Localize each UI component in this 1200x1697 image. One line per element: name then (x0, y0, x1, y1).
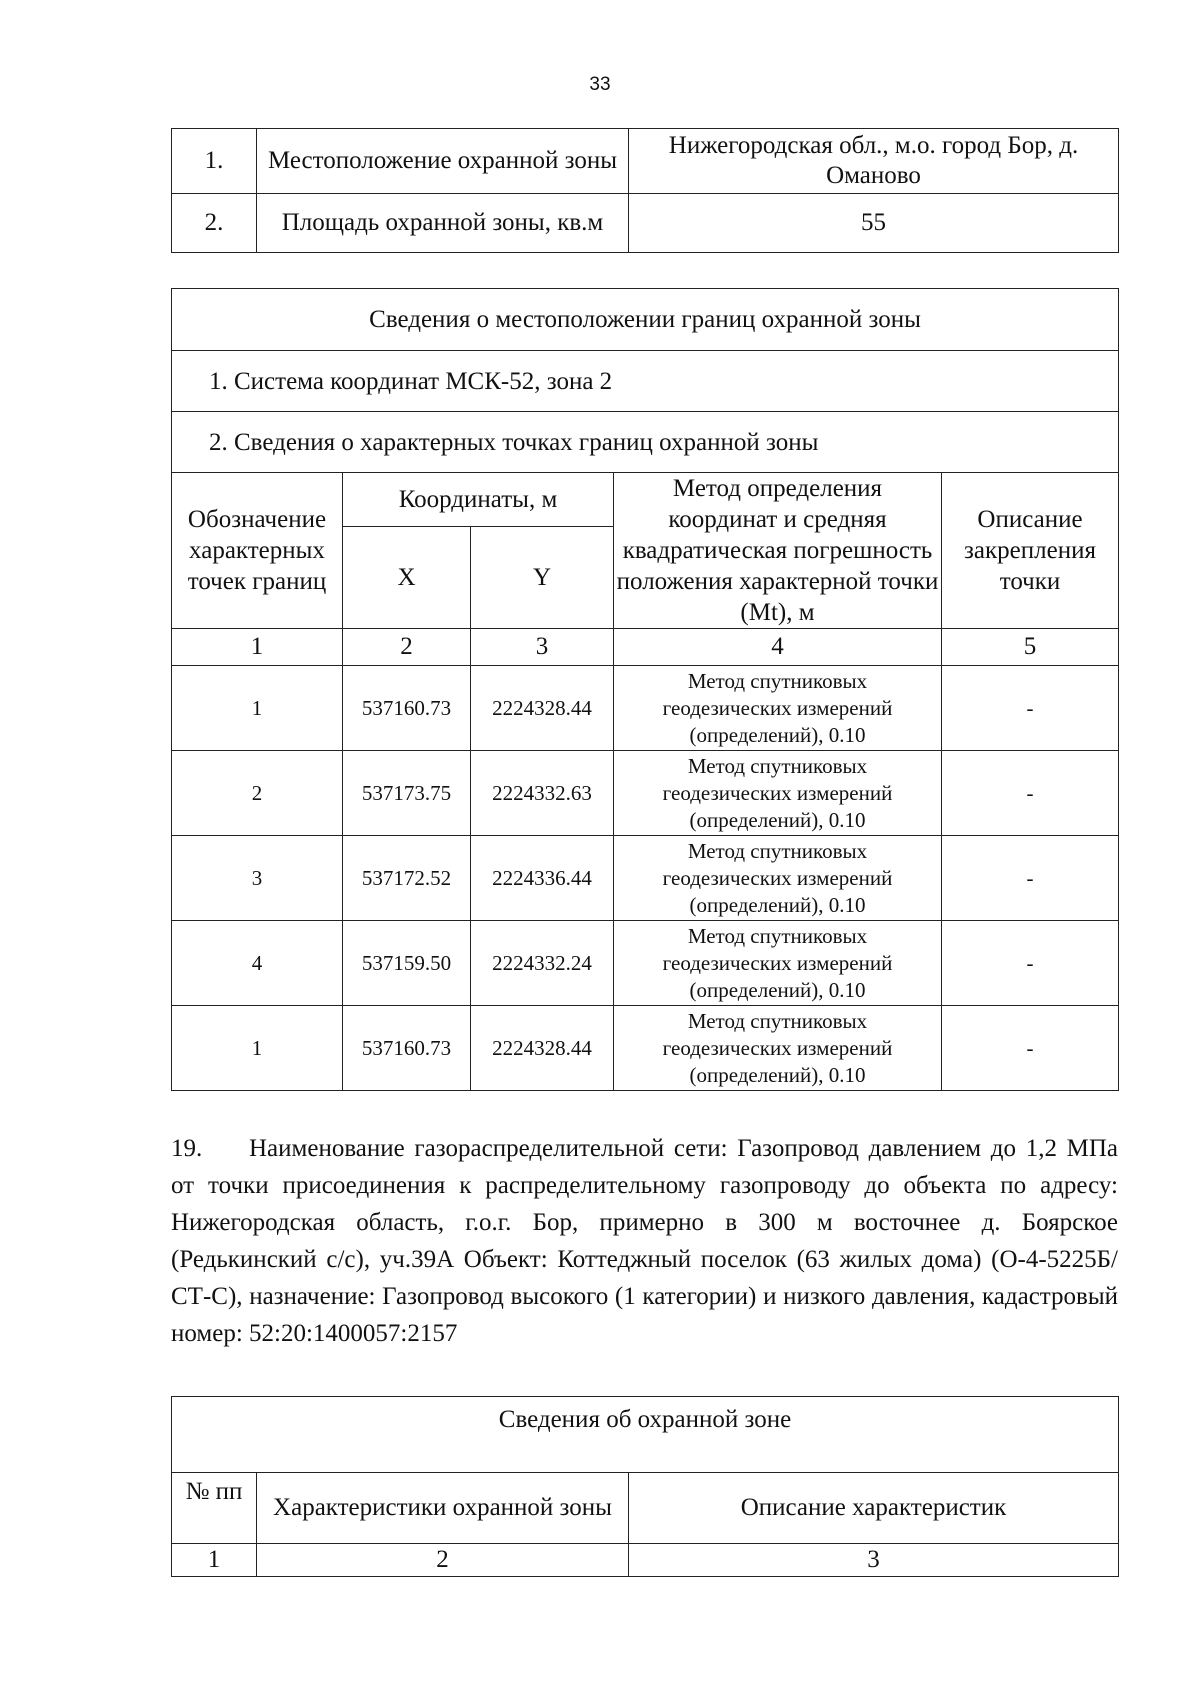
gas-network-paragraph (171, 1130, 1118, 1352)
coordinate-system-line: 1. Система координат МСК-52, зона 2 (172, 351, 1119, 412)
characteristic-points-line: 2. Сведения о характерных точках границ охранной зоны (172, 412, 1119, 473)
boundary-point-row (172, 921, 1119, 1006)
header-x: X (343, 527, 471, 629)
point-y: 2224332.63 (471, 751, 614, 836)
point-description: - (942, 666, 1119, 751)
header-characteristics: Характеристики охранной зоны (257, 1473, 629, 1544)
column-number: 2 (343, 629, 471, 666)
paragraph-number: 19. (171, 1135, 203, 1162)
point-method: Метод спутниковых геодезических измерений (определений), 0.10 (614, 1006, 942, 1091)
boundary-point-row (172, 751, 1119, 836)
point-method: Метод спутниковых геодезических измерений (определений), 0.10 (614, 751, 942, 836)
header-y: Y (471, 527, 614, 629)
boundaries-title: Сведения о местоположении границ охранной зоны (172, 289, 1119, 351)
point-x: 537172.52 (343, 836, 471, 921)
point-id: 1 (172, 666, 343, 751)
point-id: 4 (172, 921, 343, 1006)
point-x: 537173.75 (343, 751, 471, 836)
header-coordinates: Координаты, м (343, 473, 614, 527)
point-description: - (942, 921, 1119, 1006)
row-number: 1. (172, 129, 257, 194)
point-y: 2224328.44 (471, 666, 614, 751)
row-label: Площадь охранной зоны, кв.м (257, 194, 629, 253)
column-number: 3 (629, 1544, 1119, 1577)
point-x: 537160.73 (343, 666, 471, 751)
header-number: № пп (172, 1473, 257, 1544)
row-value: Нижегородская обл., м.о. город Бор, д. Оманово (629, 129, 1119, 194)
column-number: 5 (942, 629, 1119, 666)
point-y: 2224332.24 (471, 921, 614, 1006)
boundary-point-row (172, 836, 1119, 921)
point-id: 2 (172, 751, 343, 836)
header-method: Метод определения координат и средняя квадратическая погрешность положения характерной точки (Mt), м (614, 473, 942, 629)
point-method: Метод спутниковых геодезических измерений (определений), 0.10 (614, 836, 942, 921)
row-label: Местоположение охранной зоны (257, 129, 629, 194)
column-number: 3 (471, 629, 614, 666)
point-description: - (942, 751, 1119, 836)
paragraph-text: Наименование газораспределительной сети: Газопровод давлением до 1,2 МПа от точки присоединения к распределительному газопроводу до объекта по адресу: Нижегородская область, г.о.г. Бор, примерно в 300 м восточнее д. Боярское (Редькинский с/с), уч.39А Объект: Коттеджный поселок (63 жилых дома) (О-4-5225Б/СТ-С), назначение: Газопровод высокого (1 категории) и низкого давления, кадастровый номер: 52:20:1400057:2157 (171, 1135, 1118, 1347)
column-number: 1 (172, 629, 343, 666)
point-id: 1 (172, 1006, 343, 1091)
point-description: - (942, 836, 1119, 921)
point-method: Метод спутниковых геодезических измерений (определений), 0.10 (614, 666, 942, 751)
header-description: Описание закрепления точки (942, 473, 1119, 629)
column-numbers-row (172, 1544, 1119, 1577)
zone-table-title: Сведения об охранной зоне (172, 1397, 1119, 1473)
column-numbers-row (172, 629, 1119, 666)
zone-info-row (172, 129, 1119, 194)
column-number: 1 (172, 1544, 257, 1577)
boundary-points-table (171, 288, 1119, 1091)
boundary-point-row (172, 1006, 1119, 1091)
zone-characteristics-table (171, 1396, 1119, 1577)
column-number: 4 (614, 629, 942, 666)
zone-info-row (172, 194, 1119, 253)
zone-info-table (171, 128, 1119, 253)
point-id: 3 (172, 836, 343, 921)
point-x: 537160.73 (343, 1006, 471, 1091)
page-number: 33 (589, 74, 611, 95)
row-value: 55 (629, 194, 1119, 253)
row-number: 2. (172, 194, 257, 253)
point-description: - (942, 1006, 1119, 1091)
header-designation: Обозначение характерных точек границ (172, 473, 343, 629)
header-characteristics-description: Описание характеристик (629, 1473, 1119, 1544)
boundary-point-row (172, 666, 1119, 751)
point-y: 2224336.44 (471, 836, 614, 921)
point-method: Метод спутниковых геодезических измерений (определений), 0.10 (614, 921, 942, 1006)
column-number: 2 (257, 1544, 629, 1577)
point-y: 2224328.44 (471, 1006, 614, 1091)
point-x: 537159.50 (343, 921, 471, 1006)
